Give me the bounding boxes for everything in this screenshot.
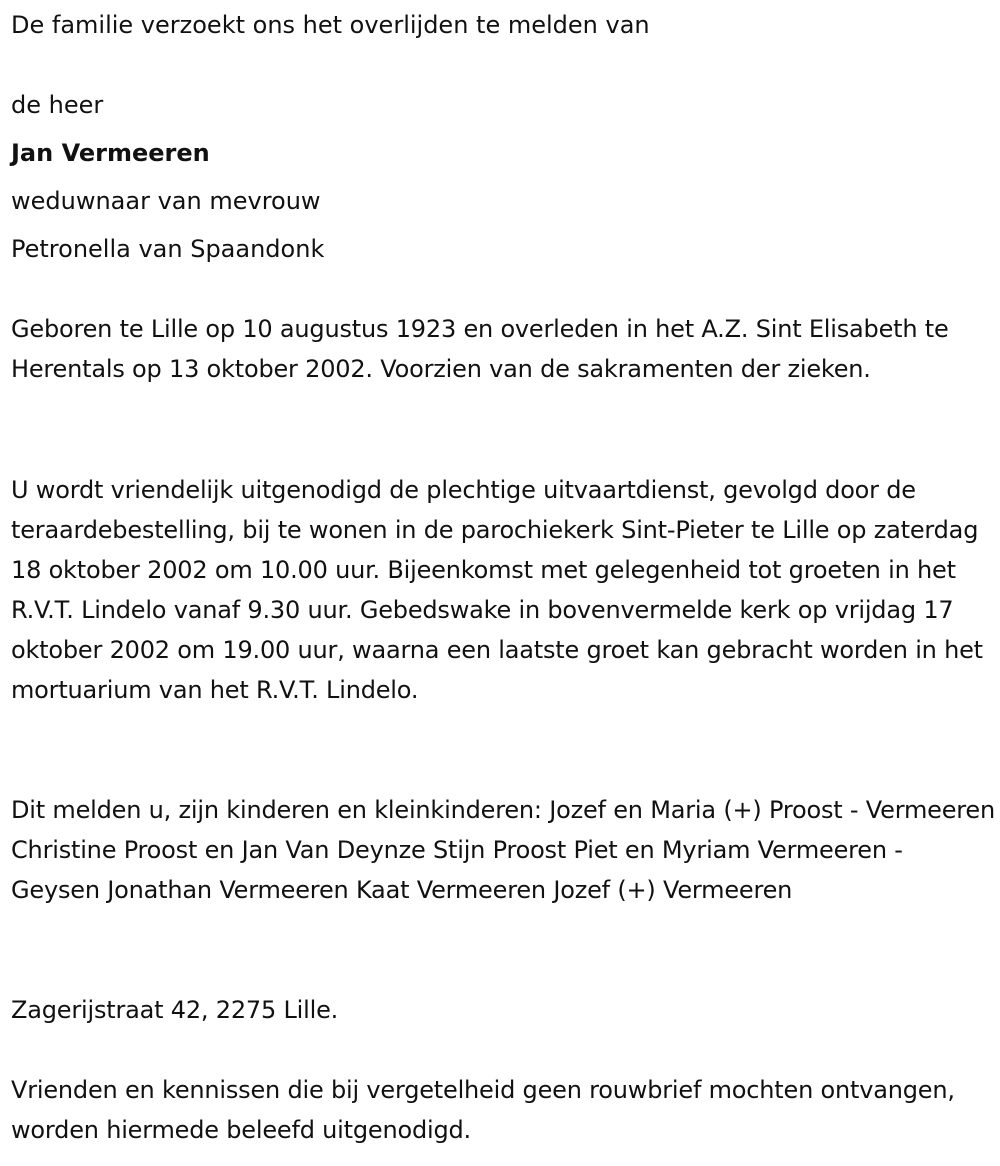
family-paragraph: Dit melden u, zijn kinderen en kleinkinderen: Jozef en Maria (+) Proost - Vermeeren Christine Proost en Jan Van Deynze Stijn Proost Piet en Myriam Vermeeren - Geysen Jonathan Vermeeren Kaat Vermeeren Jozef (+) Vermeeren: [11, 796, 995, 904]
closing-paragraph: Vrienden en kennissen die bij vergetelheid geen rouwbrief mochten ontvangen, worden hiermede beleefd uitgenodigd.: [11, 1076, 955, 1144]
salutation-text: de heer: [11, 91, 104, 119]
address-text: Zagerijstraat 42, 2275 Lille.: [11, 996, 339, 1024]
intro-text: De familie verzoekt ons het overlijden te melden van: [11, 11, 650, 39]
birth-death-paragraph: Geboren te Lille op 10 augustus 1923 en overleden in het A.Z. Sint Elisabeth te Herentals op 13 oktober 2002. Voorzien van de sakramenten der zieken.: [11, 315, 949, 383]
relation-text: weduwnaar van mevrouw: [11, 187, 321, 215]
funeral-invitation-paragraph: U wordt vriendelijk uitgenodigd de plechtige uitvaartdienst, gevolgd door de teraardebestelling, bij te wonen in de parochiekerk Sint-Pieter te Lille op zaterdag 18 oktober 2002 om 10.00 uur. Bijeenkomst met gelegenheid tot groeten in het R.V.T. Lindelo vanaf 9.30 uur. Gebedswake in bovenvermelde kerk op vrijdag 17 oktober 2002 om 19.00 uur, waarna een laatste groet kan gebracht worden in het mortuarium van het R.V.T. Lindelo.: [11, 476, 983, 704]
spouse-name: Petronella van Spaandonk: [11, 235, 325, 263]
deceased-name: Jan Vermeeren: [11, 139, 210, 167]
